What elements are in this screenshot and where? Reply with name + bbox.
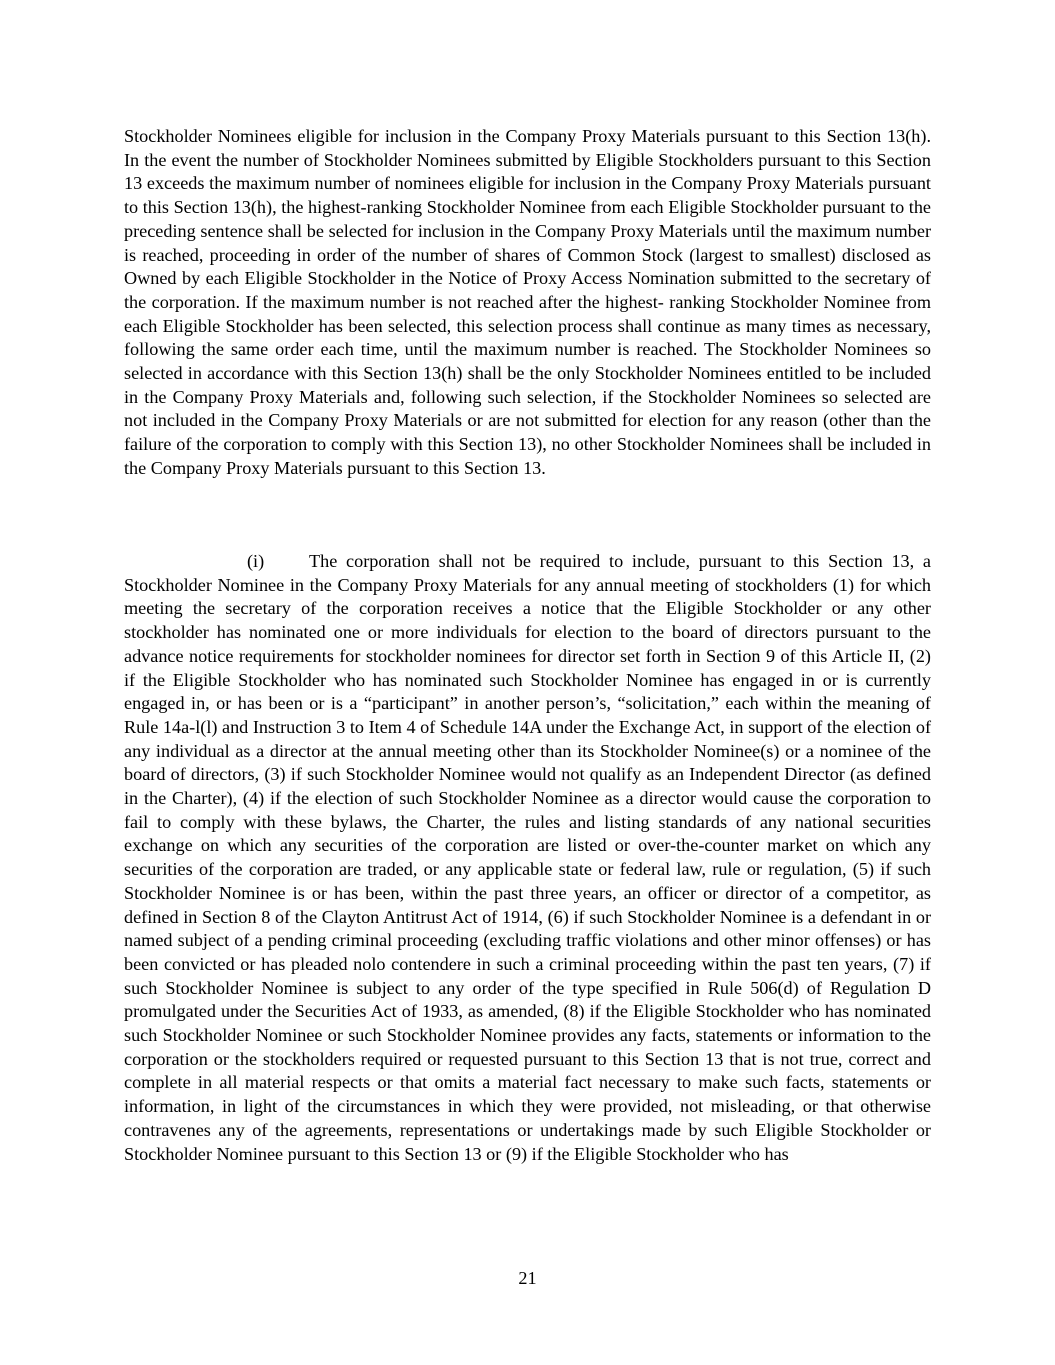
paragraph-section-13-i bbox=[124, 550, 931, 1166]
paragraph-text: Stockholder Nominees eligible for inclusion in the Company Proxy Materials pursuant to this Section 13(h). In the event the number of Stockholder Nominees submitted by Eligible Stockholders pursuant to this Section 13 exceeds the maximum number of nominees eligible for inclusion in the Company Proxy Materials pursuant to this Section 13(h), the highest-ranking Stockholder Nominee from each Eligible Stockholder pursuant to the preceding sentence shall be selected for inclusion in the Company Proxy Materials until the maximum number is reached, proceeding in order of the number of shares of Common Stock (largest to smallest) disclosed as Owned by each Eligible Stockholder in the Notice of Proxy Access Nomination submitted to the secretary of the corporation. If the maximum number is not reached after the highest- ranking Stockholder Nominee from each Eligible Stockholder has been selected, this selection process shall continue as many times as necessary, following the same order each time, until the maximum number is reached. The Stockholder Nominees so selected in accordance with this Section 13(h) shall be the only Stockholder Nominees entitled to be included in the Company Proxy Materials and, following such selection, if the Stockholder Nominees so selected are not included in the Company Proxy Materials or are not submitted for election for any reason (other than the failure of the corporation to comply with this Section 13), no other Stockholder Nominees shall be included in the Company Proxy Materials pursuant to this Section 13. bbox=[124, 126, 931, 478]
page-number: 21 bbox=[518, 1268, 537, 1288]
paragraph-continuation bbox=[124, 125, 931, 481]
paragraph-enumeration-label: (i) bbox=[247, 551, 265, 571]
paragraph-text: The corporation shall not be required to include, pursuant to this Section 13, a Stockholder Nominee in the Company Proxy Materials for any annual meeting of stockholders (1) for which meeting the secretary of the corporation receives a notice that the Eligible Stockholder or any other stockholder has nominated one or more individuals for election to the board of directors pursuant to the advance notice requirements for stockholder nominees for director set forth in Section 9 of this Article II, (2) if the Eligible Stockholder who has nominated such Stockholder Nominee has engaged in or is currently engaged in, or has been or is a “participant” in another person’s, “solicitation,” each within the meaning of Rule 14a-l(l) and Instruction 3 to Item 4 of Schedule 14A under the Exchange Act, in support of the election of any individual as a director at the annual meeting other than its Stockholder Nominee(s) or a nominee of the board of directors, (3) if such Stockholder Nominee would not qualify as an Independent Director (as defined in the Charter), (4) if the election of such Stockholder Nominee as a director would cause the corporation to fail to comply with these bylaws, the Charter, the rules and listing standards of any national securities exchange on which any securities of the corporation are listed or over-the-counter market on which any securities of the corporation are traded, or any applicable state or federal law, rule or regulation, (5) if such Stockholder Nominee is or has been, within the past three years, an officer or director of a competitor, as defined in Section 8 of the Clayton Antitrust Act of 1914, (6) if such Stockholder Nominee is a defendant in or named subject of a pending criminal proceeding (excluding traffic violations and other minor offenses) or has been convicted or has pleaded nolo contendere in such a criminal proceeding within the past ten years, (7) if such Stockholder Nominee is subject to any order of the type specified in Rule 506(d) of Regulation D promulgated under the Securities Act of 1933, as amended, (8) if the Eligible Stockholder who has nominated such Stockholder Nominee or such Stockholder Nominee provides any facts, statements or information to the corporation or the stockholders required or requested pursuant to this Section 13 that is not true, correct and complete in all material respects or that omits a material fact necessary to make such facts, statements or information, in light of the circumstances in which they were provided, not misleading, or that otherwise contravenes any of the agreements, representations or undertakings made by such Eligible Stockholder or Stockholder Nominee pursuant to this Section 13 or (9) if the Eligible Stockholder who has bbox=[124, 551, 931, 1164]
